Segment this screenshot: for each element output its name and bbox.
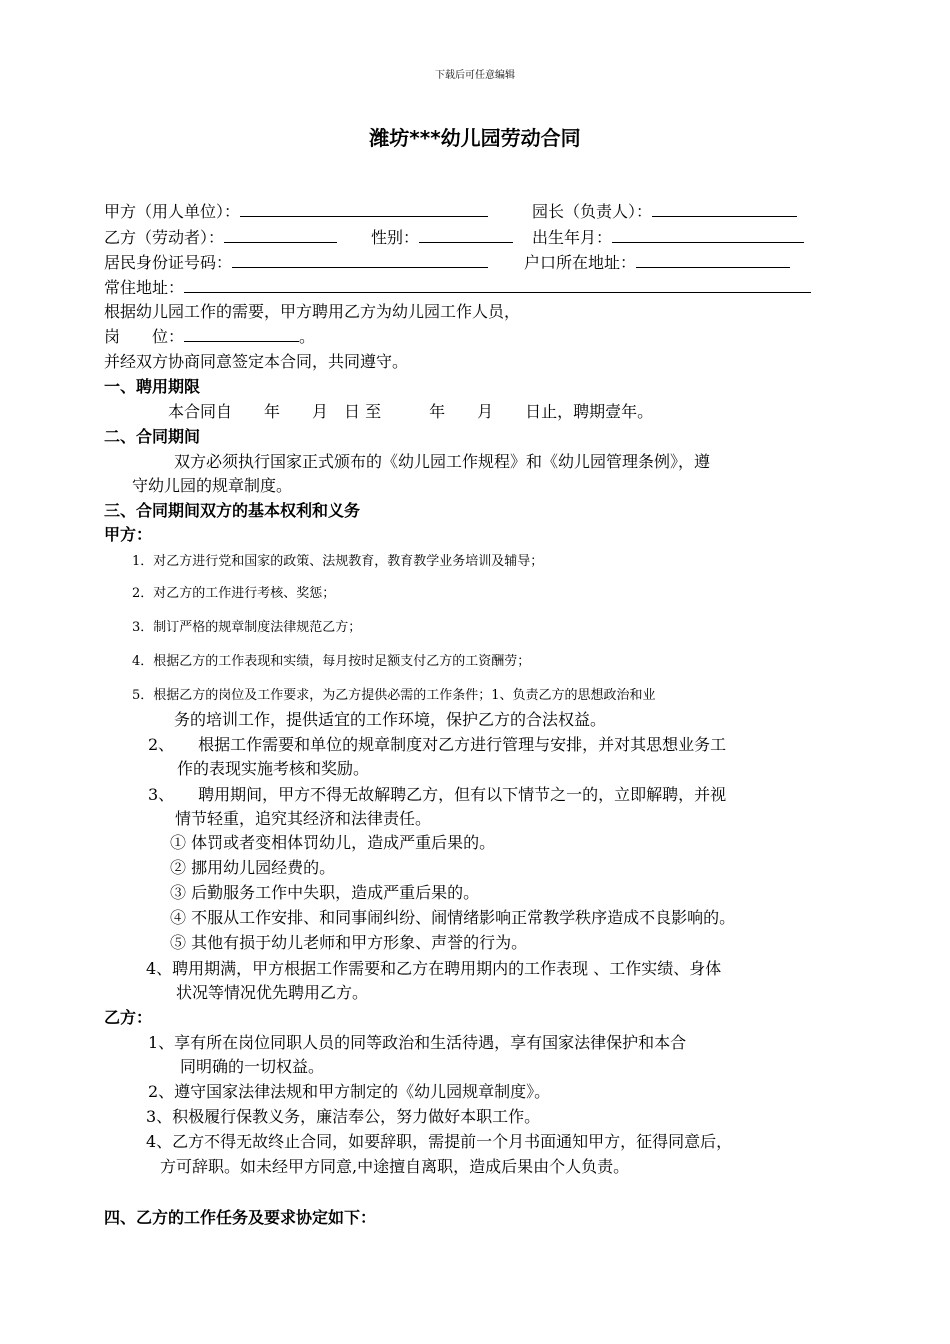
list-item: 3．制订严格的规章制度法律规范乙方；: [132, 620, 362, 635]
list-item: 1．对乙方进行党和国家的政策、法规教育，教育教学业务培训及辅导；: [132, 554, 544, 569]
b1-line1: 1、享有所在岗位同职人员的同等政治和生活待遇，享有国家法律保护和本合: [148, 1033, 687, 1052]
party-a-label: 甲方：: [104, 525, 153, 544]
hukou-field[interactable]: [636, 251, 790, 268]
party-a-field[interactable]: [240, 200, 488, 217]
sec1-text: 本合同自 年 月 日 至 年 月 日止，聘期壹年。: [168, 402, 654, 421]
address-field[interactable]: [184, 276, 811, 293]
birth-row: [532, 225, 804, 248]
post-label: 岗 位：: [104, 327, 185, 346]
post-end: 。: [299, 327, 316, 346]
gender-row: [371, 225, 513, 248]
a4-line2: 状况等情况优先聘用乙方。: [176, 983, 369, 1002]
director-field[interactable]: [652, 200, 797, 217]
sec1-heading: 一、聘用期限: [104, 377, 201, 396]
b4-line2: 方可辞职。如未经甲方同意,中途擅自离职，造成后果由个人负责。: [160, 1157, 630, 1176]
sec4-heading: 四、乙方的工作任务及要求协定如下：: [104, 1208, 377, 1227]
party-a-label: 甲方（用人单位）：: [104, 202, 241, 221]
page-title: 潍坊***幼儿园劳动合同: [369, 126, 581, 150]
id-field[interactable]: [232, 251, 488, 268]
a5-prefix: 5．根据乙方的岗位及工作要求，为乙方提供必需的工作条件；1、负责乙方的思想政治和业: [132, 688, 656, 703]
director-row: [532, 199, 797, 222]
sec2-text2: 守幼儿园的规章制度。: [132, 476, 293, 495]
address-row: [104, 275, 811, 298]
party-b-label: 乙方（劳动者）：: [104, 228, 225, 247]
a3-line2: 情节轻重，追究其经济和法律责任。: [175, 809, 432, 828]
a3-line1: 3、 聘用期间，甲方不得无故解聘乙方，但有以下情节之一的，立即解聘，并视: [148, 785, 727, 804]
intro-line3: 并经双方协商同意签定本合同，共同遵守。: [104, 352, 409, 371]
circle-item: ① 体罚或者变相体罚幼儿，造成严重后果的。: [170, 833, 496, 852]
birth-field[interactable]: [612, 226, 804, 243]
list-item: 2．对乙方的工作进行考核、奖惩；: [132, 586, 336, 601]
b3-line: 3、积极履行保教义务，廉洁奉公，努力做好本职工作。: [146, 1107, 541, 1126]
intro-line1: 根据幼儿园工作的需要，甲方聘用乙方为幼儿园工作人员，: [104, 302, 521, 321]
a2-line2: 作的表现实施考核和奖励。: [177, 759, 370, 778]
party-a-row: [104, 199, 488, 222]
a2-line1: 2、 根据工作需要和单位的规章制度对乙方进行管理与安排，并对其思想业务工: [148, 735, 727, 754]
a4-line1: 4、聘用期满，甲方根据工作需要和乙方在聘用期内的工作表现 、工作实绩、身体: [146, 959, 722, 978]
circle-item: ③ 后勤服务工作中失职，造成严重后果的。: [170, 883, 480, 902]
party-b-field[interactable]: [224, 226, 337, 243]
list-item: [132, 684, 656, 703]
birth-label: 出生年月：: [532, 228, 613, 247]
gender-field[interactable]: [419, 226, 513, 243]
hukou-row: [524, 250, 790, 273]
hukou-label: 户口所在地址：: [524, 253, 637, 272]
b2-line: 2、遵守国家法律法规和甲方制定的《幼儿园规章制度》。: [148, 1082, 551, 1101]
director-label: 园长（负责人）：: [532, 202, 653, 221]
circle-item: ④ 不服从工作安排、和同事闹纠纷、闹情绪影响正常教学秩序造成不良影响的。: [170, 908, 736, 927]
b1-line2: 同明确的一切权益。: [180, 1057, 325, 1076]
post-row: [104, 324, 315, 347]
sec2-text1: 双方必须执行国家正式颁布的《幼儿园工作规程》和《幼儿园管理条例》，遵: [174, 452, 711, 471]
circle-item: ⑤ 其他有损于幼儿老师和甲方形象、声誉的行为。: [170, 933, 528, 952]
address-label: 常住地址：: [104, 278, 185, 297]
a5-cont: 务的培训工作，提供适宜的工作环境，保护乙方的合法权益。: [174, 710, 607, 729]
id-row: [104, 250, 488, 273]
post-field[interactable]: [184, 325, 299, 342]
sec2-heading: 二、合同期间: [104, 427, 201, 446]
header-note: 下载后可任意编辑: [435, 70, 515, 81]
sec3-heading: 三、合同期间双方的基本权利和义务: [104, 501, 361, 520]
circle-item: ② 挪用幼儿园经费的。: [170, 858, 336, 877]
b4-line1: 4、乙方不得无故终止合同，如要辞职，需提前一个月书面通知甲方，征得同意后，: [146, 1132, 733, 1151]
party-b-label: 乙方：: [104, 1008, 153, 1027]
gender-label: 性别：: [371, 228, 420, 247]
list-item: 4．根据乙方的工作表现和实绩，每月按时足额支付乙方的工资酬劳；: [132, 654, 531, 669]
party-b-row: [104, 225, 337, 248]
id-label: 居民身份证号码：: [104, 253, 233, 272]
